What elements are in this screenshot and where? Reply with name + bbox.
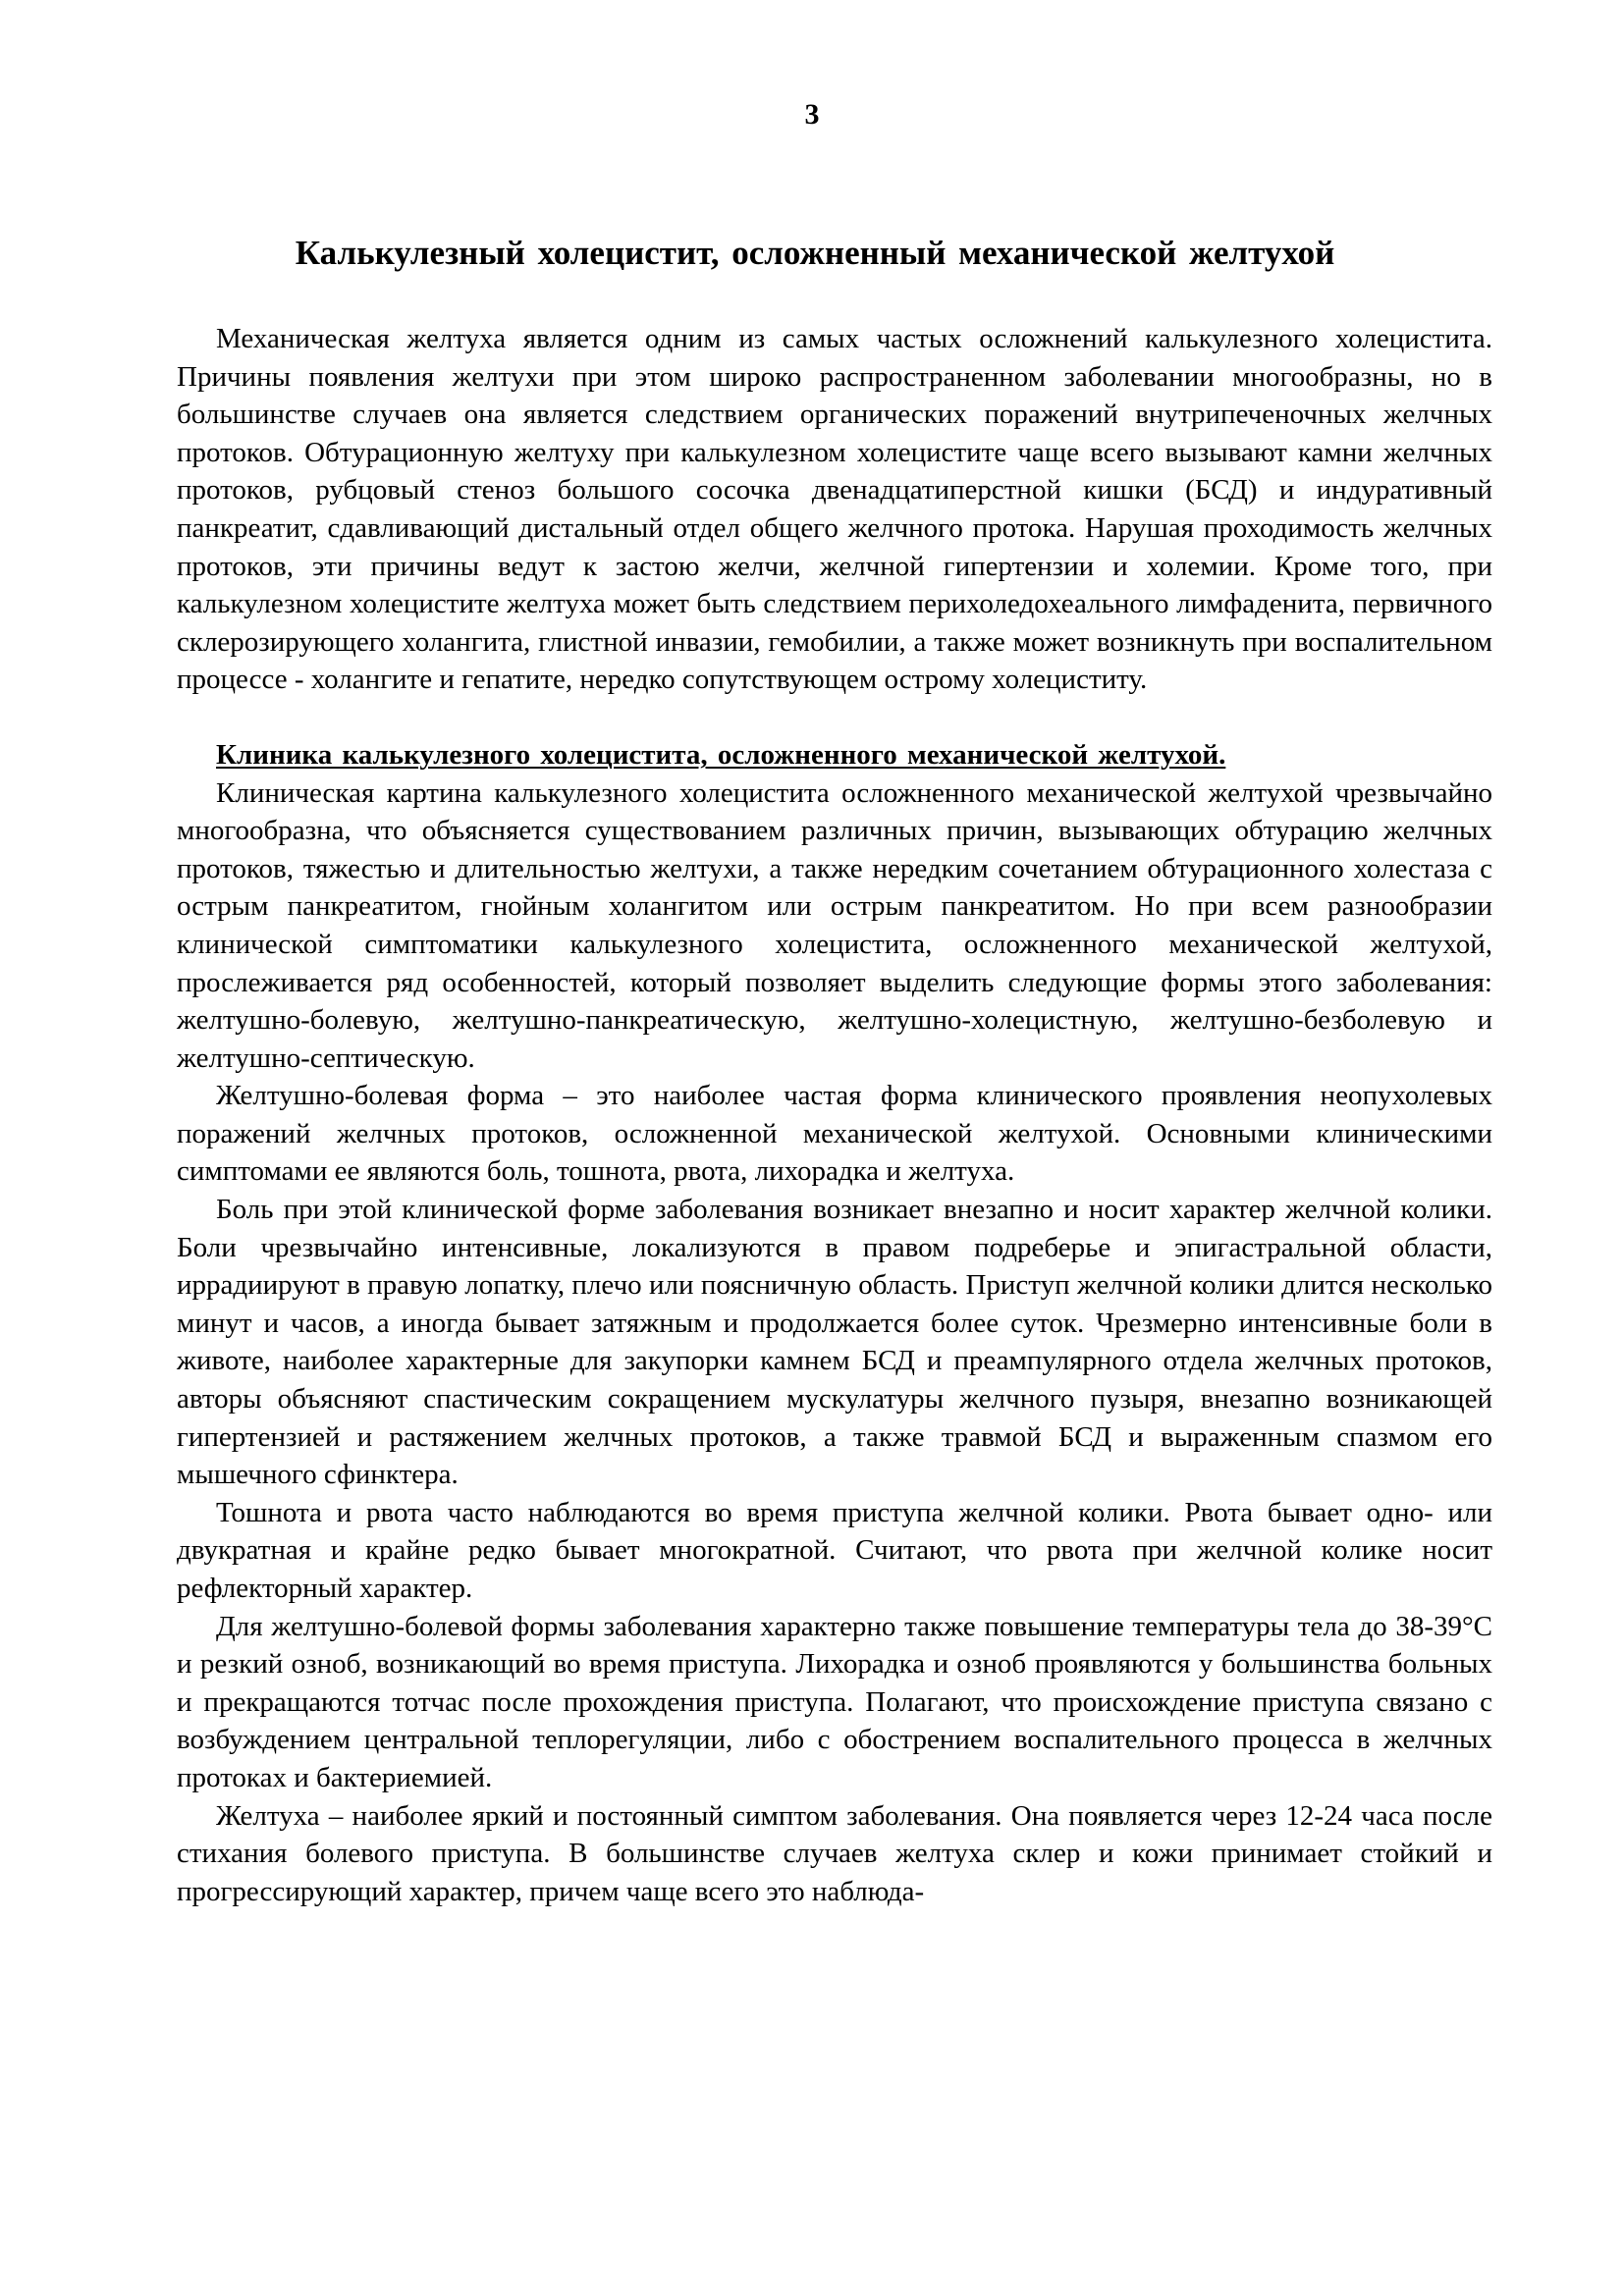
page-number: 3 [804, 98, 820, 131]
paragraph-jaundice: Желтуха – наиболее яркий и постоянный симптом заболевания. Она появляется через 12-24 часа после стихания болевого приступа. В большинстве случаев желтуха склер и кожи принимает стойкий и прогрессирующий характер, причем чаще всего это наблюда- [177, 1799, 1492, 1907]
paragraph-intro: Механическая желтуха является одним из самых частых осложнений калькулезного холецистита. Причины появления желтухи при этом широко распространенном заболевании многообразны, но в большинстве случаев она является следствием органических поражений внутрипеченочных желчных протоков. Обтурационную желтуху при калькулезном холецистите чаще всего вызывают камни желчных протоков, рубцовый стеноз большого сосочка двенадцатиперстной кишки (БСД) и индуративный панкреатит, сдавливающий дистальный отдел общего желчного протока. Нарушая проходимость желчных протоков, эти причины ведут к застою желчи, желчной гипертензии и холемии. Кроме того, при калькулезном холецистите желтуха может быть следствием перихоледохеального лимфаденита, первичного склерозирующего холангита, глистной инвазии, гемобилии, а также может возникнуть при воспалительном процессе - холангите и гепатите, нередко сопутствующем острому холециститу. [177, 323, 1492, 696]
paragraph-clinic-overview: Клиническая картина калькулезного холецистита осложненного механической желтухой чрезвычайно многообразна, что объясняется существованием различных причин, вызывающих обтурацию желчных протоков, тяжестью и длительностью желтухи, а также нередким сочетанием обтурационного холестаза с острым панкреатитом, гнойным холангитом или острым панкреатитом. Но при всем разнообразии клинической симптоматики калькулезного холецистита, осложненного механической желтухой, прослеживается ряд особенностей, который позволяет выделить следующие формы этого заболевания: желтушно-болевую, желтушно-панкреатическую, желтушно-холецистную, желтушно-безболевую и желтушно-септическую. [177, 776, 1492, 1074]
document-body [177, 320, 1492, 1910]
paragraph-pain: Боль при этой клинической форме заболевания возникает внезапно и носит характер желчной колики. Боли чрезвычайно интенсивные, локализуются в правом подреберье и эпигастральной области, иррадиируют в правую лопатку, плечо или поясничную область. Приступ желчной колики длится несколько минут и часов, а иногда бывает затяжным и продолжается более суток. Чрезмерно интенсивные боли в животе, наиболее характерные для закупорки камнем БСД и преампулярного отдела желчных протоков, авторы объясняют спастическим сокращением мускулатуры желчного пузыря, внезапно возникающей гипертензией и растяжением желчных протоков, а также травмой БСД и выраженным спазмом его мышечного сфинктера. [177, 1194, 1492, 1491]
paragraph-jaundice-pain-form: Желтушно-болевая форма – это наиболее частая форма клинического проявления неопухолевых поражений желчных протоков, осложненной механической желтухой. Основными клиническими симптомами ее являются боль, тошнота, рвота, лихорадка и желтуха. [177, 1080, 1492, 1188]
section-heading-clinic: Клиника калькулезного холецистита, осложненного механической желтухой. [216, 738, 1226, 771]
paragraph-fever: Для желтушно-болевой формы заболевания характерно также повышение температуры тела до 38-39°С и резкий озноб, возникающий во время приступа. Лихорадка и озноб проявляются у большинства больных и прекращаются тотчас после прохождения приступа. Полагают, что происхождение приступа связано с возбуждением центральной теплорегуляции, либо с обострением воспалительного процесса в желчных протоках и бактериемией. [177, 1610, 1492, 1793]
paragraph-nausea-vomiting: Тошнота и рвота часто наблюдаются во время приступа желчной колики. Рвота бывает одно- или двукратная и крайне редко бывает многократной. Считают, что рвота при желчной колике носит рефлекторный характер. [177, 1496, 1492, 1604]
page-title: Калькулезный холецистит, осложненный механической желтухой [295, 234, 1335, 272]
